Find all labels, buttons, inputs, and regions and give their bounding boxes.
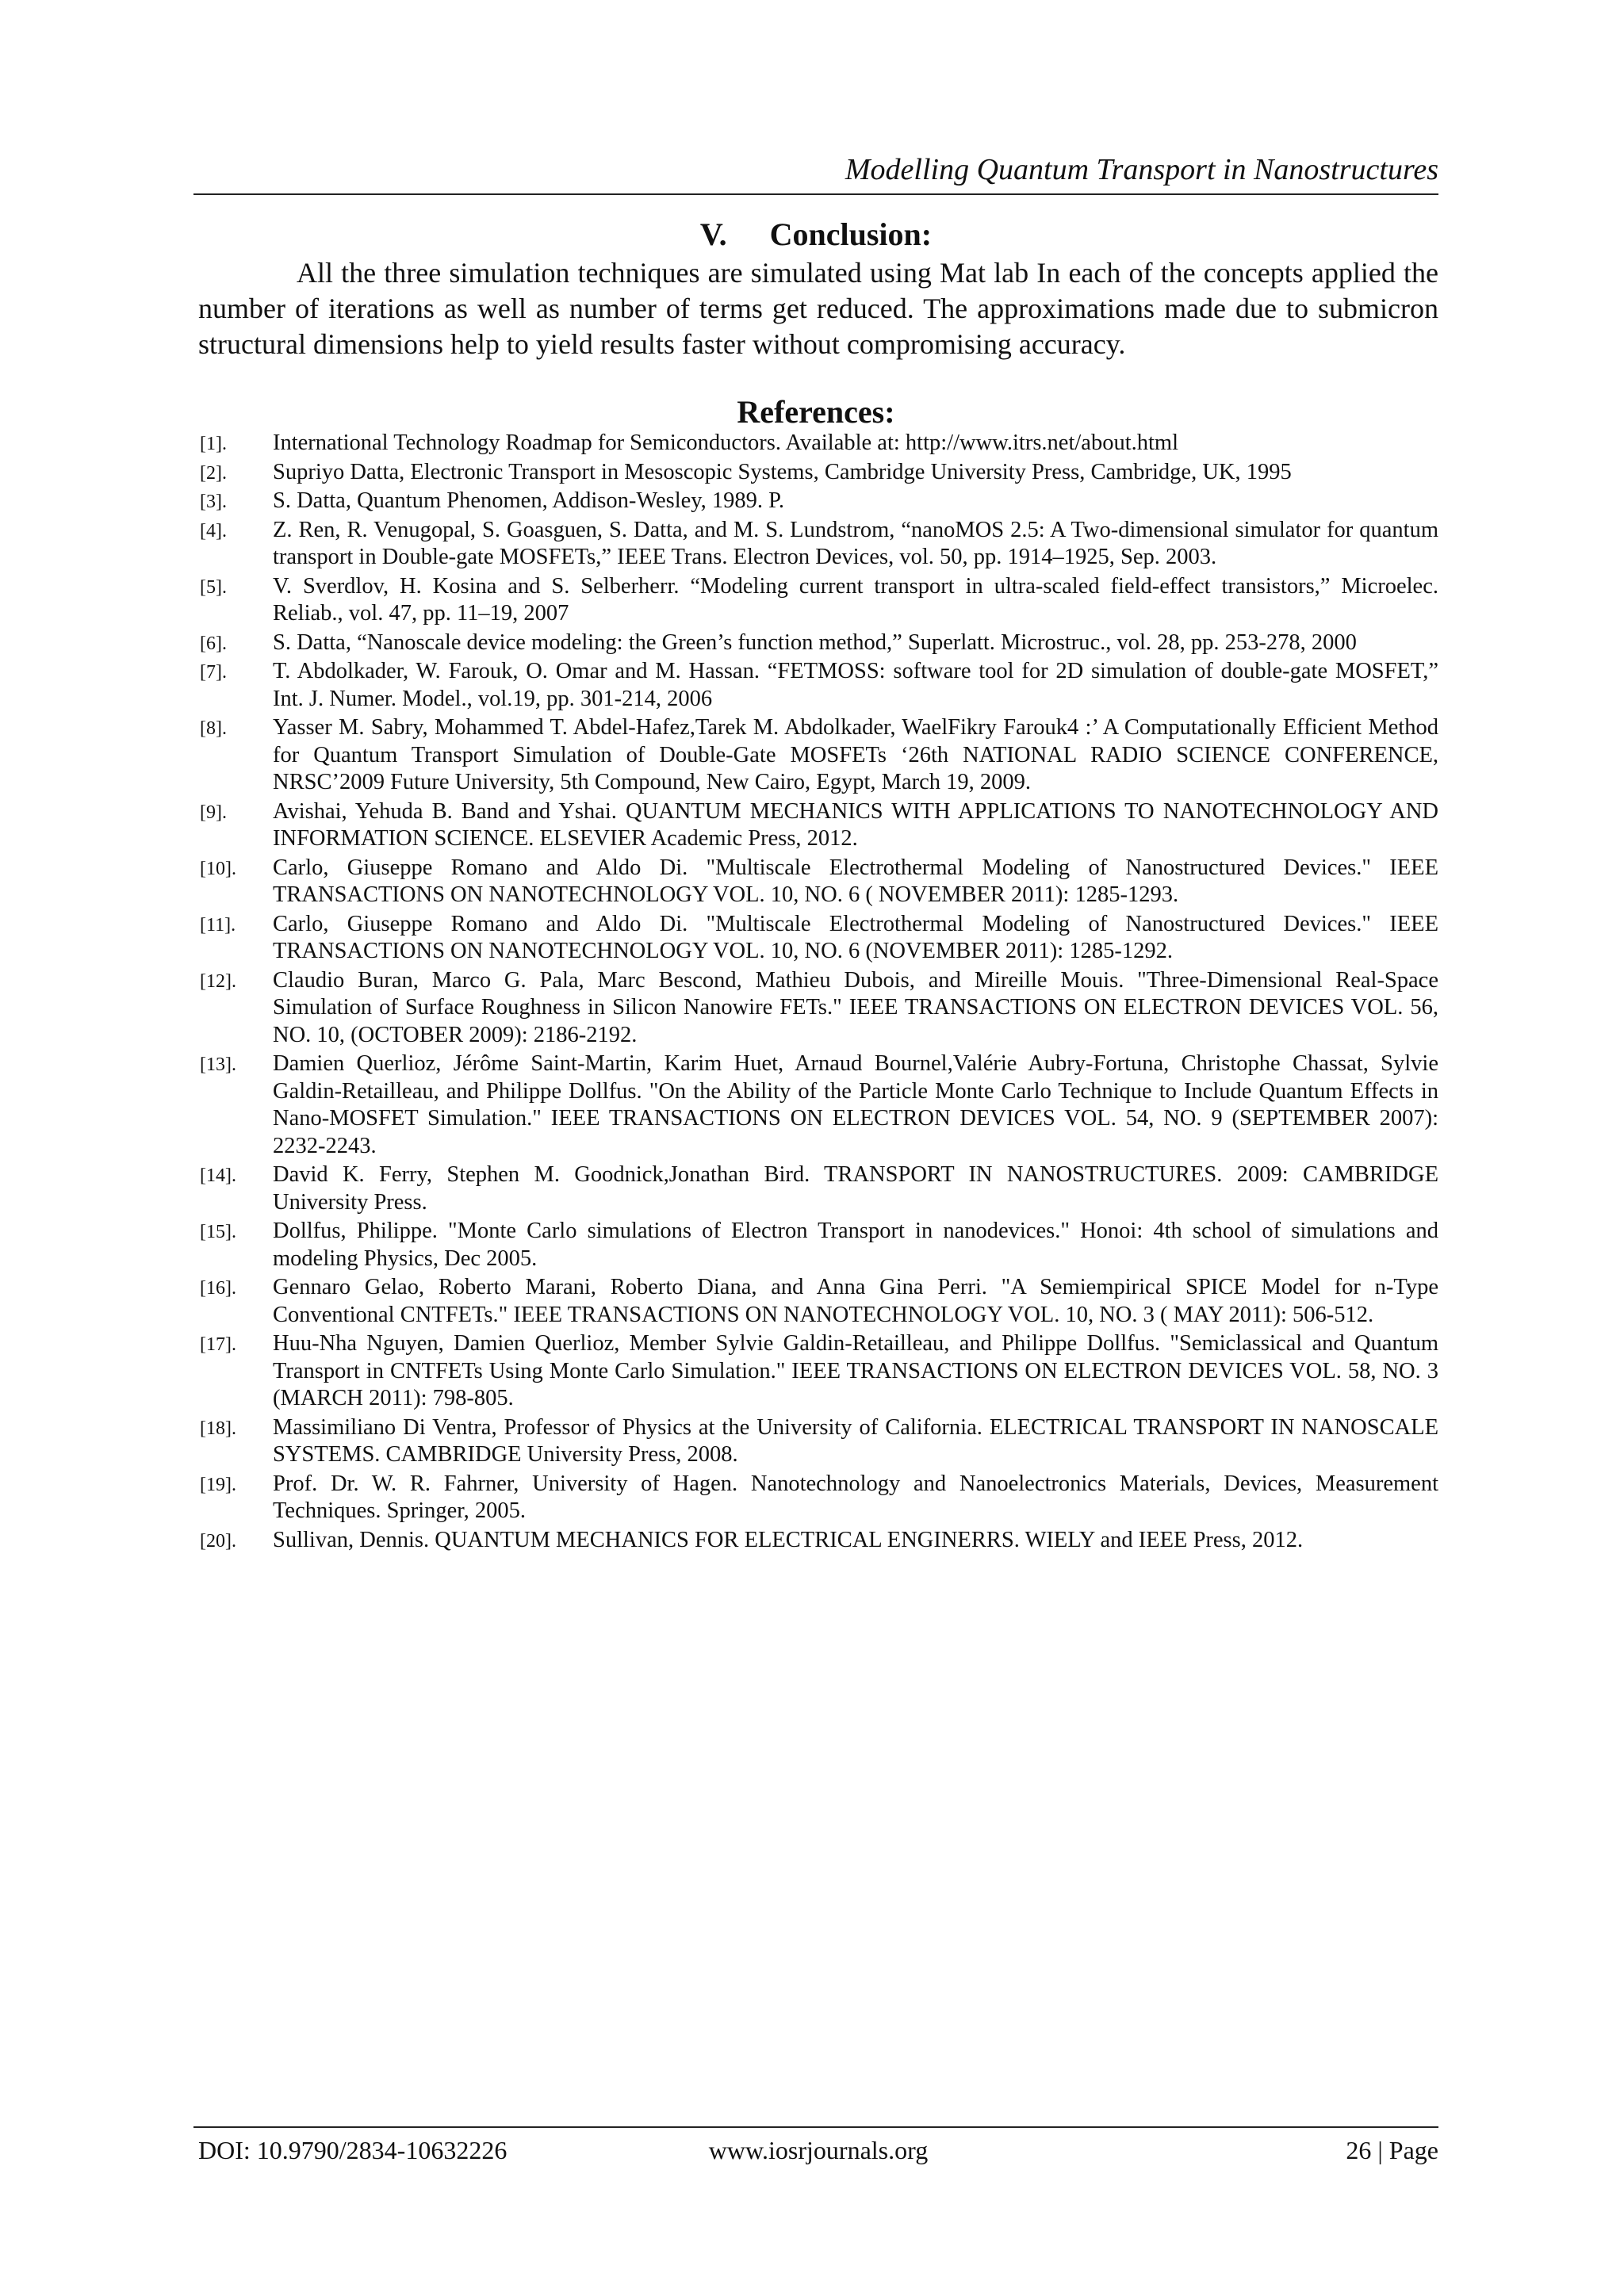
reference-item — [200, 1050, 1438, 1160]
reference-text: Huu-Nha Nguyen, Damien Querlioz, Member Sylvie Galdin-Retailleau, and Philippe Dollfus. "Semiclassical and Quantum Transport in CNTFETs Using Monte Carlo Simulation." IEEE TRANSACTIONS ON ELECTRON DEVICES VOL. 58, NO. 3 (MARCH 2011): 798-805. — [273, 1331, 1438, 1410]
reference-item — [200, 798, 1438, 853]
footer-website: www.iosrjournals.org — [708, 2136, 929, 2164]
reference-text: Z. Ren, R. Venugopal, S. Goasguen, S. Datta, and M. S. Lundstrom, “nanoMOS 2.5: A Two-dimensional simulator for quantum transport in Double-gate MOSFETs,” IEEE Trans. Electron Devices, vol. 50, pp. 1914–1925, Sep. 2003. — [273, 517, 1438, 569]
conclusion-heading — [193, 216, 1438, 254]
reference-text: Yasser M. Sabry, Mohammed T. Abdel-Hafez,Tarek M. Abdolkader, WaelFikry Farouk4 :’ A Computationally Efficient Method for Quantum Transport Simulation of Double-Gate MOSFETs ‘26th NATIONAL RADIO SCIENCE CONFERENCE, NRSC’2009 Future University, 5th Compound, New Cairo, Egypt, March 19, 2009. — [273, 715, 1438, 794]
reference-number: [12]. — [200, 970, 236, 992]
reference-number: [5]. — [200, 576, 227, 598]
reference-number: [15]. — [200, 1222, 236, 1242]
reference-item — [200, 658, 1438, 713]
reference-number: [11]. — [200, 914, 236, 936]
reference-item — [200, 1274, 1438, 1329]
reference-text: Carlo, Giuseppe Romano and Aldo Di. "Multiscale Electrothermal Modeling of Nanostructured Devices." IEEE TRANSACTIONS ON NANOTECHNOLOGY VOL. 10, NO. 6 (NOVEMBER 2011): 1285-1292. — [273, 911, 1438, 963]
reference-number: [18]. — [200, 1418, 236, 1439]
reference-list — [200, 430, 1438, 1556]
reference-number: [1]. — [200, 434, 227, 454]
reference-item — [200, 629, 1438, 657]
page-footer — [198, 2133, 1438, 2168]
references-heading: References: — [737, 394, 895, 430]
reference-number: [14]. — [200, 1165, 236, 1186]
reference-text: International Technology Roadmap for Semiconductors. Available at: http://www.itrs.net/about.html — [273, 430, 1178, 455]
reference-item — [200, 573, 1438, 628]
reference-text: Gennaro Gelao, Roberto Marani, Roberto Diana, and Anna Gina Perri. "A Semiempirical SPICE Model for n-Type Conventional CNTFETs." IEEE TRANSACTIONS ON NANOTECHNOLOGY VOL. 10, NO. 3 ( MAY 2011): 506-512. — [273, 1275, 1438, 1327]
running-header-title: Modelling Quantum Transport in Nanostructures — [845, 153, 1438, 186]
reference-item — [200, 714, 1438, 797]
reference-text: Carlo, Giuseppe Romano and Aldo Di. "Multiscale Electrothermal Modeling of Nanostructured Devices." IEEE TRANSACTIONS ON NANOTECHNOLOGY VOL. 10, NO. 6 ( NOVEMBER 2011): 1285-1293. — [273, 855, 1438, 907]
reference-number: [20]. — [200, 1530, 236, 1552]
reference-item — [200, 488, 1438, 515]
footer-doi: DOI: 10.9790/2834-10632226 — [198, 2136, 508, 2164]
reference-number: [19]. — [200, 1474, 236, 1495]
reference-text: Dollfus, Philippe. "Monte Carlo simulations of Electron Transport in nanodevices." Honoi: 4th school of simulations and modeling Physics, Dec 2005. — [273, 1219, 1438, 1271]
reference-text: Massimiliano Di Ventra, Professor of Physics at the University of California. ELECTRICAL TRANSPORT IN NANOSCALE SYSTEMS. CAMBRIDGE University Press, 2008. — [273, 1414, 1438, 1467]
reference-number: [8]. — [200, 718, 227, 739]
reference-item — [200, 459, 1438, 487]
reference-item — [200, 911, 1438, 966]
reference-item — [200, 517, 1438, 572]
footer-page-number: 26 | Page — [1346, 2136, 1438, 2164]
reference-number: [4]. — [200, 520, 227, 541]
reference-number: [2]. — [200, 462, 227, 484]
reference-item — [200, 1161, 1438, 1216]
reference-number: [9]. — [200, 802, 227, 823]
reference-text: Damien Querlioz, Jérôme Saint-Martin, Karim Huet, Arnaud Bournel,Valérie Aubry-Fortuna, Christophe Chassat, Sylvie Galdin-Retailleau, and Philippe Dollfus. "On the Ability of the Particle Monte Carlo Technique to Include Quantum Effects in Nano-MOSFET Simulation." IEEE TRANSACTIONS ON ELECTRON DEVICES VOL. 54, NO. 9 (SEPTEMBER 2007): 2232-2243. — [273, 1051, 1438, 1158]
reference-number: [10]. — [200, 858, 236, 879]
header-rule — [193, 193, 1438, 195]
conclusion-paragraph: All the three simulation techniques are simulated using Mat lab In each of the concepts applied the number of iterations as well as number of terms get reduced. The approximations made due to submicron structural dimensions help to yield results faster without compromising accuracy. — [198, 257, 1438, 360]
reference-item — [200, 1218, 1438, 1272]
reference-number: [16]. — [200, 1278, 236, 1299]
reference-item — [200, 1527, 1438, 1555]
reference-number: [7]. — [200, 662, 227, 683]
reference-number: [3]. — [200, 492, 227, 512]
reference-text: V. Sverdlov, H. Kosina and S. Selberherr. “Modeling current transport in ultra-scaled field-effect transistors,” Microelec. Reliab., vol. 47, pp. 11–19, 2007 — [273, 573, 1438, 626]
reference-text: Prof. Dr. W. R. Fahrner, University of Hagen. Nanotechnology and Nanoelectronics Materials, Devices, Measurement Techniques. Springer, 2005. — [273, 1471, 1438, 1523]
conclusion-section-number: V. — [699, 216, 727, 252]
reference-item — [200, 1414, 1438, 1469]
reference-text: S. Datta, Quantum Phenomen, Addison-Wesley, 1989. P. — [273, 488, 784, 513]
reference-number: [13]. — [200, 1054, 236, 1075]
reference-item — [200, 430, 1438, 457]
reference-text: Sullivan, Dennis. QUANTUM MECHANICS FOR ELECTRICAL ENGINERRS. WIELY and IEEE Press, 2012. — [273, 1527, 1304, 1552]
reference-item — [200, 1471, 1438, 1525]
reference-text: David K. Ferry, Stephen M. Goodnick,Jonathan Bird. TRANSPORT IN NANOSTRUCTURES. 2009: CAMBRIDGE University Press. — [273, 1162, 1438, 1215]
reference-item — [200, 967, 1438, 1050]
reference-text: Claudio Buran, Marco G. Pala, Marc Bescond, Mathieu Dubois, and Mireille Mouis. "Three-Dimensional Real-Space Simulation of Surface Roughness in Silicon Nanowire FETs." IEEE TRANSACTIONS ON ELECTRON DEVICES VOL. 56, NO. 10, (OCTOBER 2009): 2186-2192. — [273, 967, 1438, 1047]
reference-item — [200, 1330, 1438, 1413]
reference-text: Avishai, Yehuda B. Band and Yshai. QUANTUM MECHANICS WITH APPLICATIONS TO NANOTECHNOLOGY AND INFORMATION SCIENCE. ELSEVIER Academic Press, 2012. — [273, 798, 1438, 851]
reference-text: Supriyo Datta, Electronic Transport in Mesoscopic Systems, Cambridge University Press, Cambridge, UK, 1995 — [273, 459, 1292, 484]
reference-text: S. Datta, “Nanoscale device modeling: the Green’s function method,” Superlatt. Microstruc., vol. 28, pp. 253-278, 2000 — [273, 629, 1357, 655]
conclusion-section-title: Conclusion: — [769, 216, 933, 252]
footer-rule — [193, 2126, 1438, 2128]
reference-number: [17]. — [200, 1334, 236, 1355]
reference-number: [6]. — [200, 633, 227, 654]
reference-text: T. Abdolkader, W. Farouk, O. Omar and M. Hassan. “FETMOSS: software tool for 2D simulation of double-gate MOSFET,” Int. J. Numer. Model., vol.19, pp. 301-214, 2006 — [273, 659, 1438, 711]
reference-item — [200, 855, 1438, 909]
